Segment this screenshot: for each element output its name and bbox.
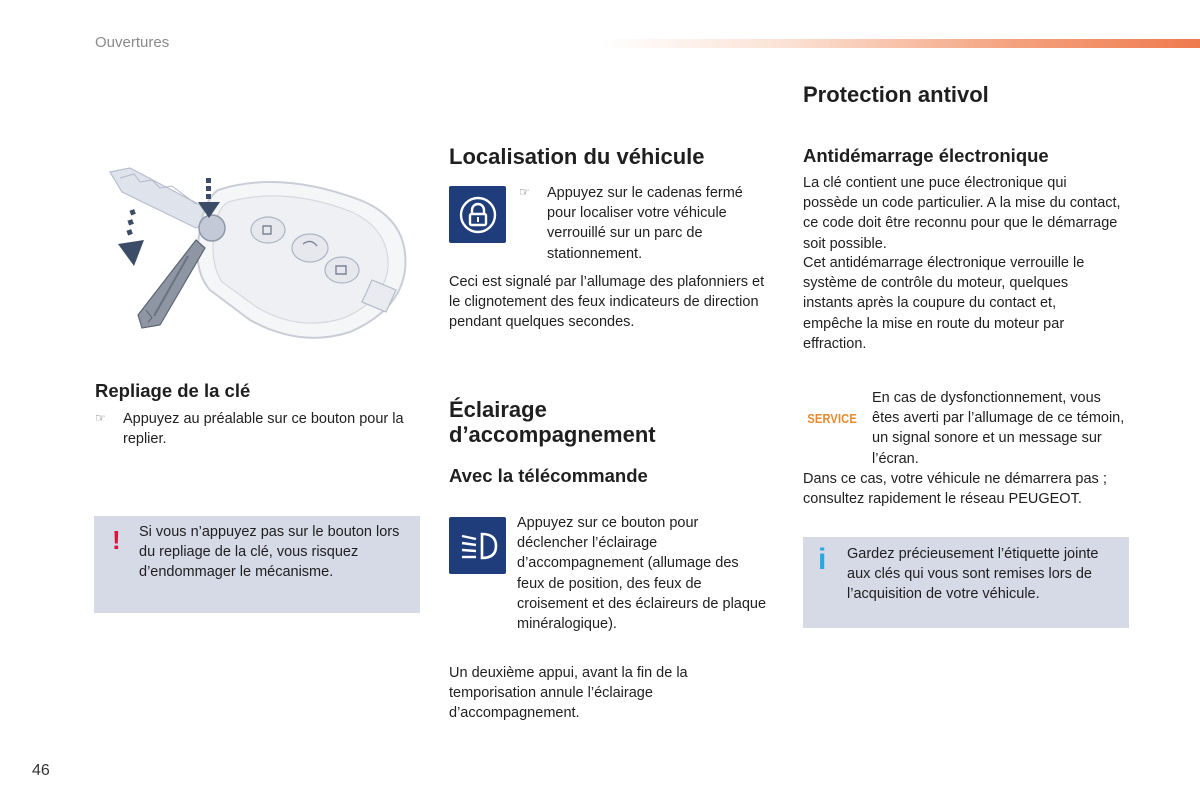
warning-note-box <box>94 516 420 613</box>
eclairage-heading-line2: d’accompagnement <box>449 422 656 448</box>
key-fold-heading: Repliage de la clé <box>95 380 251 401</box>
key-fold-illustration <box>100 160 420 360</box>
service-label: SERVICE <box>807 410 857 426</box>
localisation-body: Ceci est signalé par l’allumage des plafonniers et le clignotement des feux indicateurs de direction pendant quelques secondes. <box>449 274 765 331</box>
padlock-closed-icon <box>449 186 506 243</box>
localisation-instruction: Appuyez sur le cadenas fermé pour localiser votre véhicule verrouillé sur un parc de stationnement. <box>547 185 743 262</box>
pointing-hand-icon: ☞ <box>95 411 106 425</box>
section-title: Ouvertures <box>95 34 170 51</box>
localisation-bullet <box>519 183 769 264</box>
eclairage-instruction: Appuyez sur ce bouton pour déclencher l’éclairage d’accompagnement (allumage des feux de position, des feux de croisement et des éclaireurs de plaque minéralogique). <box>517 515 767 633</box>
antivol-body-2: Cet antidémarrage électronique verrouille le système de contrôle du moteur, quelques instants après la coupure du contact et, empêche la mise en route du moteur par effraction. <box>803 255 1085 352</box>
info-note-box <box>803 537 1129 628</box>
key-fold-instruction: Appuyez au préalable sur ce bouton pour la replier. <box>123 411 404 448</box>
eclairage-second-press: Un deuxième appui, avant la fin de la temporisation annule l’éclairage d’accompagnement. <box>449 665 688 722</box>
antivol-malfunction-text: En cas de dysfonctionnement, vous êtes averti par l’allumage de ce témoin, un signal sonore et un message sur l’écran. <box>872 390 1125 467</box>
eclairage-heading-line1: Éclairage <box>449 397 547 422</box>
eclairage-heading <box>449 397 656 448</box>
warning-exclamation-icon: ! <box>112 525 121 555</box>
info-icon: i <box>818 543 827 576</box>
headlight-icon <box>449 517 506 574</box>
localisation-heading: Localisation du véhicule <box>449 144 705 169</box>
antivol-consult-text: Dans ce cas, votre véhicule ne démarrera pas ; consultez rapidement le réseau PEUGEOT. <box>803 471 1107 508</box>
header-accent-bar <box>600 39 1200 48</box>
pointing-hand-icon: ☞ <box>519 185 530 199</box>
page-number: 46 <box>32 762 50 779</box>
warning-text: Si vous n’appuyez pas sur le bouton lors du repliage de la clé, vous risquez d’endommager le mécanisme. <box>139 524 400 581</box>
eclairage-subheading: Avec la télécommande <box>449 465 648 486</box>
service-warning-icon <box>806 408 858 428</box>
antivol-heading: Protection antivol <box>803 82 989 107</box>
antivol-subheading: Antidémarrage électronique <box>803 145 1049 166</box>
antivol-body-1: La clé contient une puce électronique qui possède un code particulier. A la mise du contact, ce code doit être reconnu pour que le démarrage soit possible. <box>803 175 1121 252</box>
info-text: Gardez précieusement l’étiquette jointe aux clés qui vous sont remises lors de l’acquisition de votre véhicule. <box>847 546 1099 603</box>
key-fold-bullet <box>95 409 415 449</box>
